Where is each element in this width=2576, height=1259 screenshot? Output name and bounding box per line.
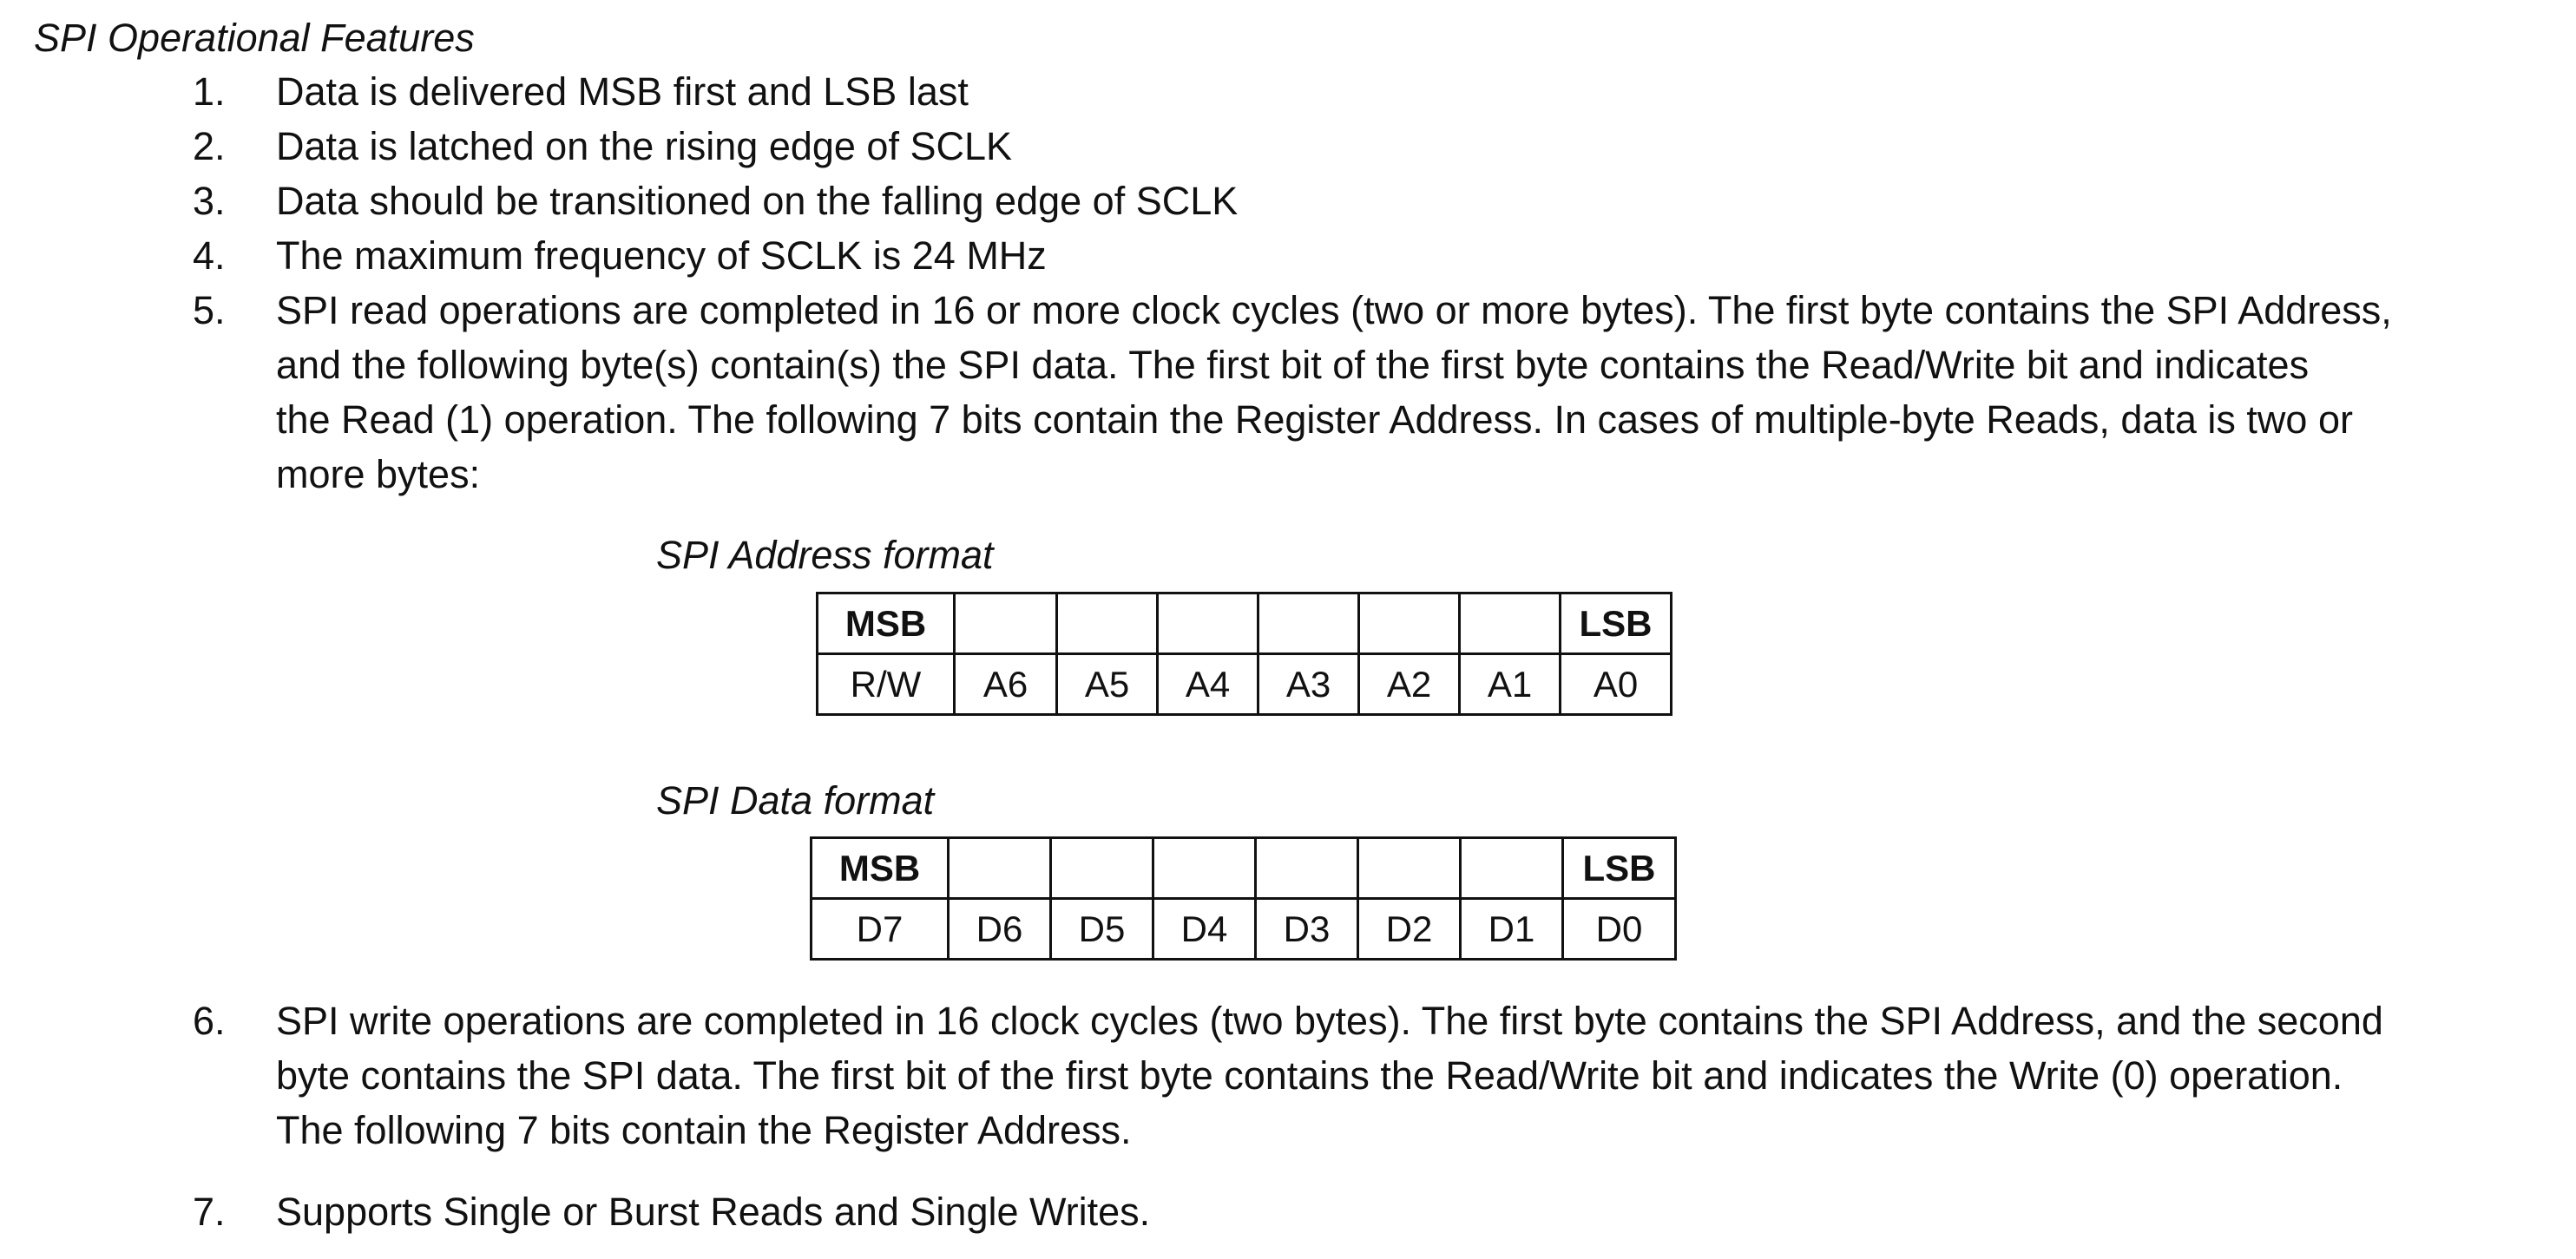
list-item-line: Data is delivered MSB first and LSB last: [276, 69, 969, 114]
list-item-line: SPI read operations are completed in 16 or more clock cycles (two or more bytes). The first byte contains the SPI Address,: [276, 288, 2392, 332]
list-item-text: [276, 64, 2472, 119]
table-cell: A0: [1561, 654, 1672, 715]
table-cell: D5: [1051, 899, 1153, 960]
list-item-line: byte contains the SPI data. The first bit of the first byte contains the Read/Write bit and indicates the Write (0) operation.: [276, 1053, 2343, 1098]
address-table-caption: SPI Address format: [656, 533, 994, 577]
table-cell: R/W: [818, 654, 955, 715]
list-item-number: 1.: [193, 69, 226, 114]
table-cell: LSB: [1563, 838, 1676, 899]
table-row: [812, 899, 1676, 960]
table-cell: A4: [1158, 654, 1258, 715]
list-item-number: 2.: [193, 124, 226, 168]
list-item-text: [276, 283, 2472, 502]
table-cell: [1460, 593, 1561, 654]
table-cell: [1358, 838, 1461, 899]
list-item-line: SPI write operations are completed in 16 clock cycles (two bytes). The first byte contains the SPI Address, and the second: [276, 999, 2383, 1043]
table-cell: D2: [1358, 899, 1461, 960]
section-heading: SPI Operational Features: [34, 16, 475, 60]
table-cell: [1153, 838, 1256, 899]
table-cell: [1256, 838, 1358, 899]
table-cell: A1: [1460, 654, 1561, 715]
table-cell: A6: [955, 654, 1057, 715]
list-item-number: 4.: [193, 233, 226, 278]
table-cell: LSB: [1561, 593, 1672, 654]
table-cell: A5: [1057, 654, 1158, 715]
list-item-number: 5.: [193, 288, 226, 332]
table-cell: [1359, 593, 1460, 654]
table-header-row: [812, 838, 1676, 899]
list-item-line: Data should be transitioned on the falling edge of SCLK: [276, 179, 1239, 223]
table-cell: [949, 838, 1051, 899]
list-item-line: the Read (1) operation. The following 7 bits contain the Register Address. In cases of multiple-byte Reads, data is two or: [276, 397, 2353, 442]
table-row: [818, 654, 1672, 715]
table-cell: A3: [1258, 654, 1359, 715]
list-item-line: The following 7 bits contain the Register Address.: [276, 1108, 1132, 1152]
list-item-text: [276, 228, 2472, 283]
table-header-row: [818, 593, 1672, 654]
table-cell: [1057, 593, 1158, 654]
table-cell: D3: [1256, 899, 1358, 960]
list-item-line: Supports Single or Burst Reads and Single Writes.: [276, 1190, 1151, 1234]
list-item-text: [276, 993, 2472, 1157]
list-item-number: 3.: [193, 179, 226, 223]
table-cell: [1258, 593, 1359, 654]
table-cell: D0: [1563, 899, 1676, 960]
table-cell: A2: [1359, 654, 1460, 715]
table-cell: MSB: [818, 593, 955, 654]
list-item-line: more bytes:: [276, 452, 481, 496]
table-cell: [1461, 838, 1563, 899]
table-cell: [1051, 838, 1153, 899]
list-item-number: 7.: [193, 1190, 226, 1234]
data-format-table: [810, 836, 1677, 961]
table-cell: MSB: [812, 838, 949, 899]
table-cell: [1158, 593, 1258, 654]
list-item-text: [276, 1184, 2472, 1239]
list-item-text: [276, 119, 2472, 174]
table-cell: D4: [1153, 899, 1256, 960]
table-cell: D7: [812, 899, 949, 960]
table-cell: [955, 593, 1057, 654]
address-format-table: [816, 592, 1672, 716]
list-item-line: and the following byte(s) contain(s) the SPI data. The first bit of the first byte contains the Read/Write bit and indicates: [276, 343, 2310, 387]
list-item-line: The maximum frequency of SCLK is 24 MHz: [276, 233, 1047, 278]
data-table-caption: SPI Data format: [656, 778, 935, 823]
list-item-number: 6.: [193, 999, 226, 1043]
list-item-text: [276, 174, 2472, 228]
table-cell: D6: [949, 899, 1051, 960]
table-cell: D1: [1461, 899, 1563, 960]
list-item-line: Data is latched on the rising edge of SCLK: [276, 124, 1013, 168]
